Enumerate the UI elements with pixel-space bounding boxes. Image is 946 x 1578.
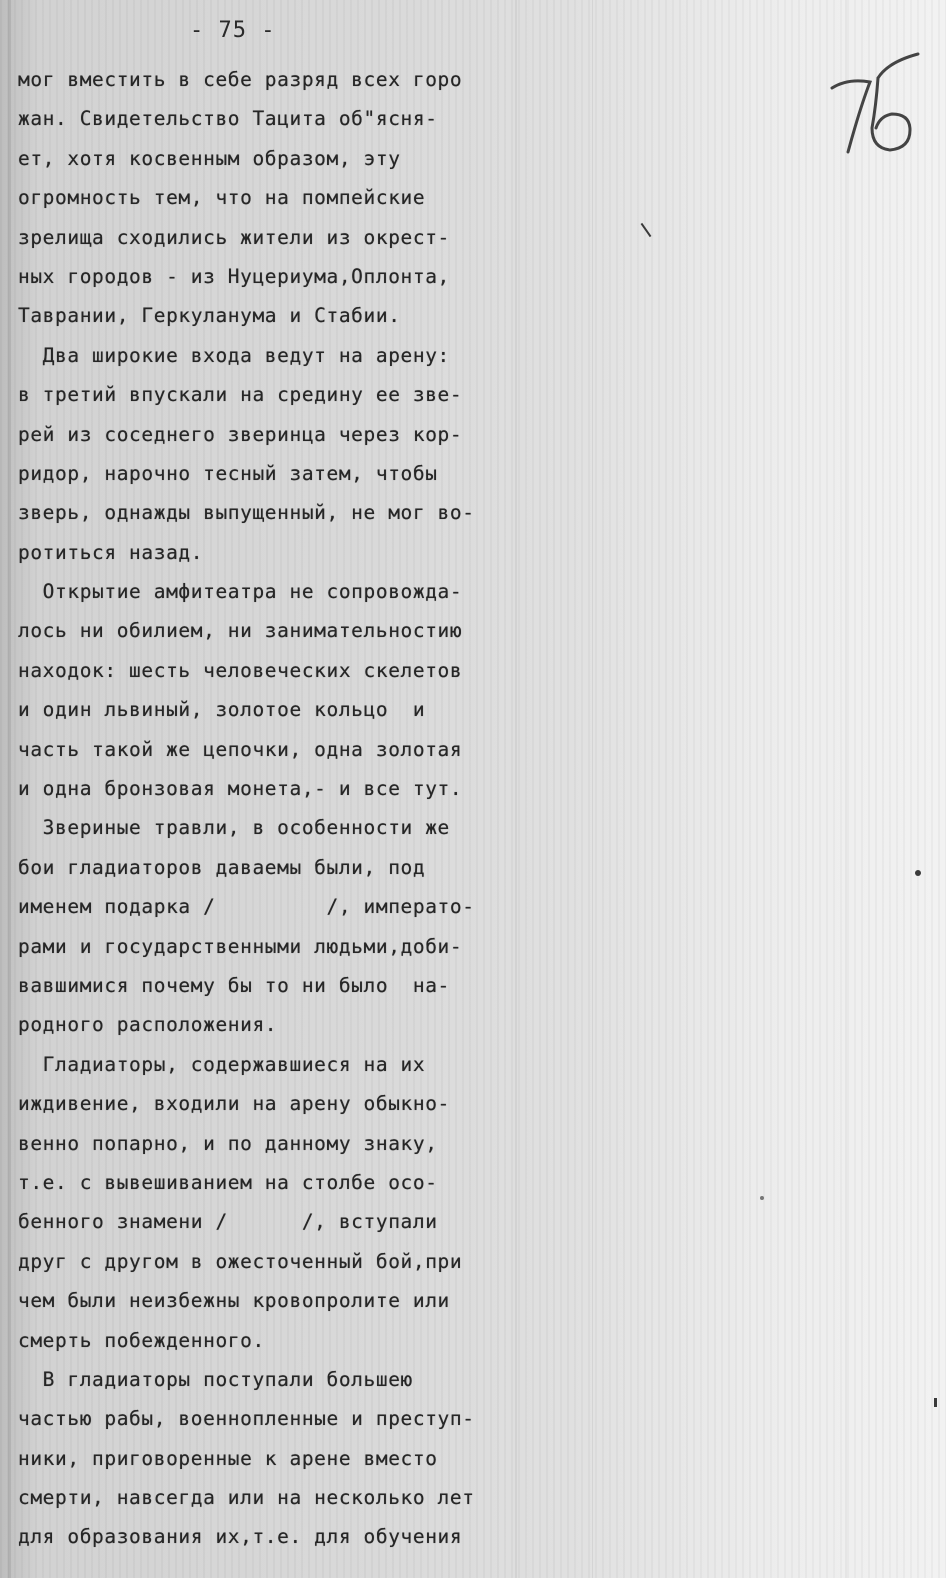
text-line: т.е. с вывешиванием на столбе осо-: [18, 1170, 438, 1194]
text-line: Звериные травли, в особенности же: [18, 816, 450, 840]
text-line: ет, хотя косвенным образом, эту: [18, 146, 401, 170]
body-text: [18, 60, 518, 1557]
text-line: зрелища сходились жители из окрест-: [18, 225, 450, 249]
text-line: смерти, навсегда или на несколько лет: [18, 1486, 475, 1510]
ink-speck: [934, 1398, 937, 1407]
text-line: смерть побежденного.: [18, 1328, 265, 1352]
text-line: Открытие амфитеатра не сопровожда-: [18, 580, 463, 604]
text-line: мог вместить в себе разряд всех горо: [18, 68, 463, 91]
scan-streak: [845, 0, 847, 1578]
text-line: рей из соседнего зверинца через кор-: [18, 422, 463, 446]
text-line: частью рабы, военнопленные и преступ-: [18, 1407, 475, 1431]
ink-speck: [915, 870, 921, 876]
text-line: лось ни обилием, ни занимательностию: [18, 619, 463, 643]
text-line: родного расположения.: [18, 1013, 278, 1037]
text-line: друг с другом в ожесточенный бой,при: [18, 1249, 463, 1273]
text-line: в третий впускали на средину ее зве-: [18, 383, 463, 407]
scan-streak: [592, 0, 593, 1578]
text-line: бои гладиаторов даваемы были, под: [18, 855, 426, 879]
text-line: жан. Свидетельство Тацита об"ясня-: [18, 107, 438, 131]
text-line: вавшимися почему бы то ни было на-: [18, 973, 450, 997]
scan-streak: [8, 0, 11, 1578]
text-line: зверь, однажды выпущенный, не мог во-: [18, 501, 475, 525]
text-line: ных городов - из Нуцериума,Оплонта,: [18, 264, 450, 288]
ink-speck: [641, 223, 652, 237]
text-line: ридор, нарочно тесный затем, чтобы: [18, 461, 438, 485]
page-number: - 75 -: [190, 18, 276, 43]
text-line: бенного знамени / /, вступали: [18, 1210, 438, 1234]
text-line: для образования их,т.е. для обучения: [18, 1525, 463, 1549]
text-line: ники, приговоренные к арене вместо: [18, 1446, 438, 1470]
text-line: ротиться назад.: [18, 540, 204, 564]
text-line: В гладиаторы поступали большею: [18, 1367, 413, 1391]
ink-speck: [760, 1196, 764, 1200]
handwritten-folio-number: [826, 48, 936, 158]
text-line: рами и государственными людьми,доби-: [18, 934, 463, 958]
text-line: венно попарно, и по данному знаку,: [18, 1131, 438, 1155]
text-line: огромность тем, что на помпейские: [18, 186, 426, 210]
text-line: именем подарка / /, императо-: [18, 895, 475, 919]
text-line: иждивение, входили на арену обыкно-: [18, 1092, 450, 1116]
text-line: часть такой же цепочки, одна золотая: [18, 737, 463, 761]
text-line: находок: шесть человеческих скелетов: [18, 658, 463, 682]
text-line: Два широкие входа ведут на арену:: [18, 343, 450, 367]
text-line: и одна бронзовая монета,- и все тут.: [18, 777, 463, 801]
text-line: чем были неизбежны кровопролите или: [18, 1289, 450, 1313]
text-line: Таврании, Геркуланума и Стабии.: [18, 304, 401, 328]
text-line: и один львиный, золотое кольцо и: [18, 698, 426, 722]
text-line: Гладиаторы, содержавшиеся на их: [18, 1052, 426, 1076]
